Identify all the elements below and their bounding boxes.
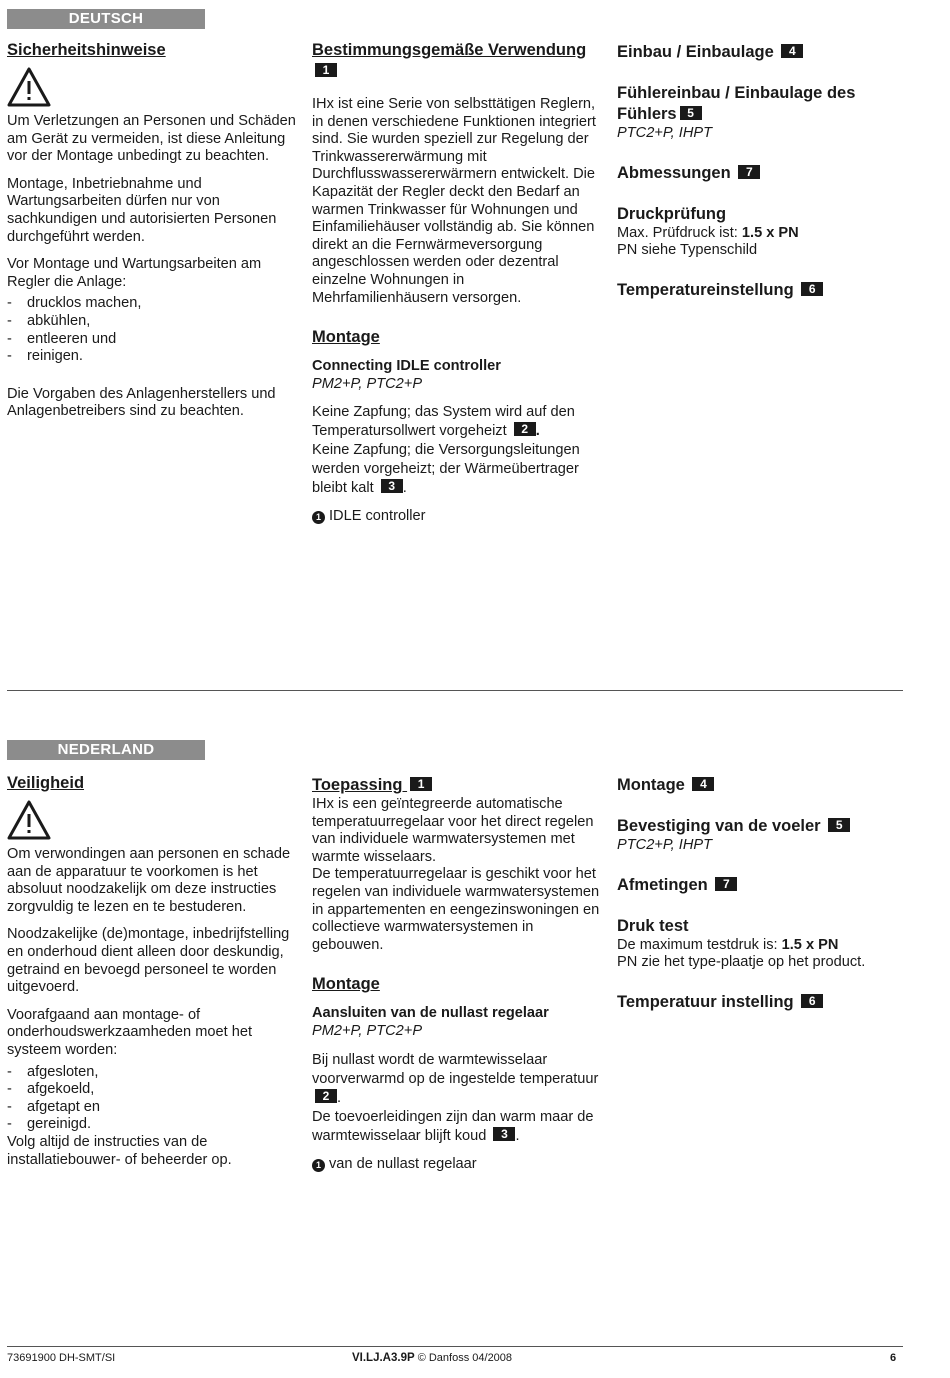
nl-usage-column	[312, 775, 604, 1173]
de-sensor-title: Fühlereinbau / Einbaulage des Fühlers 5	[617, 84, 856, 123]
language-tab-nederland: NEDERLAND	[7, 740, 205, 760]
de-montage-title: Montage	[312, 328, 380, 347]
de-safety-text-1: Um Verletzungen an Personen und Schäden am Gerät zu vermeiden, ist diese Anleitung vor der Montage unbedingt zu beachten.	[7, 113, 296, 165]
list-item: - abkühlen,	[7, 313, 299, 331]
de-safety-list	[7, 295, 299, 365]
nl-idle-note: 1 van de nullast regelaar	[312, 1156, 604, 1174]
de-idle-models: PM2+P, PTC2+P	[312, 375, 423, 392]
figure-number-badge: 5	[828, 818, 850, 832]
footer-reference: VI.LJ.A3.9P © Danfoss 04/2008	[352, 1352, 513, 1364]
de-idle-text-2: Keine Zapfung; die Versorgungsleitungen werden vorgeheizt; der Wärmeübertrager bleibt kalt 3 .	[312, 442, 580, 497]
nl-safety-text-1: Om verwondingen aan personen en schade aan de apparatuur te voorkomen is het absoluut noodzakelijk om deze instructies zorgvuldig te lezen en te bestuderen.	[7, 846, 291, 915]
nl-safety-list	[7, 1064, 299, 1134]
figure-number-badge: 6	[801, 994, 823, 1008]
nl-montage-title: Montage	[312, 975, 380, 994]
de-pressure-text-2: PN siehe Typenschild	[617, 242, 758, 259]
circled-number-icon: 1	[312, 1159, 325, 1172]
nl-install-title: Montage 4	[617, 775, 909, 796]
language-tab-deutsch: DEUTSCH	[7, 9, 205, 29]
de-sensor-models: PTC2+P, IHPT	[617, 125, 713, 141]
nl-idle-text-1: Bij nullast wordt de warmtewisselaar voorverwarmd op de ingestelde temperatuur 2 .	[312, 1051, 599, 1106]
figure-number-badge: 4	[692, 777, 714, 791]
list-item: - afgesloten,	[7, 1064, 299, 1082]
de-pressure-title: Druckprüfung	[617, 204, 727, 223]
de-safety-title: Sicherheitshinweise	[7, 41, 166, 59]
nl-safety-title: Veiligheid	[7, 774, 85, 792]
de-safety-column	[7, 40, 299, 421]
figure-number-badge: 7	[738, 165, 760, 179]
list-item: - afgekoeld,	[7, 1081, 299, 1099]
nl-dimensions-title: Afmetingen 7	[617, 875, 909, 896]
figure-number-badge: 5	[680, 106, 702, 120]
nl-usage-title: Toepassing 1	[312, 775, 604, 796]
de-dimensions-title: Abmessungen 7	[617, 163, 909, 184]
de-safety-text-4: Die Vorgaben des Anlagenherstellers und Anlagenbetreibers sind zu beachten.	[7, 385, 276, 420]
figure-number-badge: 2	[514, 422, 536, 436]
nl-safety-text-2: Noodzakelijke (de)montage, inbedrijfstelling en onderhoud dient alleen door deskundig, getraind en bevoegd personeel te worden uitgevoerd.	[7, 926, 290, 996]
de-temperature-title: Temperatureinstellung 6	[617, 280, 909, 301]
nl-usage-text-2: De temperatuurregelaar is geschikt voor het regelen van individuele warmwatersystemen in appartementen en eengezinswoningen en collectieve warmwatersystemen in gebouwen.	[312, 866, 600, 953]
nl-idle-subtitle: Aansluiten van de nullast regelaar	[312, 1005, 549, 1022]
list-item: - drucklos machen,	[7, 295, 299, 313]
nl-pressure-title: Druk test	[617, 916, 689, 935]
de-idle-text-1: Keine Zapfung; das System wird auf den Temperatursollwert vorgeheizt 2 .	[312, 404, 575, 440]
figure-number-badge: 3	[381, 479, 403, 493]
nl-usage-text-1: IHx is een geïntegreerde automatische temperatuurregelaar voor het direct regelen van individuele warmwatersystemen met warmte wisselaars.	[312, 796, 594, 865]
de-safety-text-3: Vor Montage und Wartungsarbeiten am Regler die Anlage:	[7, 256, 262, 290]
figure-number-badge: 4	[781, 44, 803, 58]
de-usage-column	[312, 40, 604, 526]
de-install-title: Einbau / Einbaulage 4	[617, 42, 909, 63]
de-idle-note: 1 IDLE controller	[312, 508, 604, 526]
nl-idle-models: PM2+P, PTC2+P	[312, 1022, 423, 1039]
warning-triangle-icon	[7, 800, 51, 840]
nl-safety-column	[7, 773, 299, 1169]
list-item: - gereinigd.	[7, 1116, 299, 1134]
figure-number-badge: 6	[801, 282, 823, 296]
section-divider	[7, 690, 903, 691]
nl-pressure-text-2: PN zie het type-plaatje op het product.	[617, 954, 866, 971]
figure-number-badge: 1	[410, 777, 432, 791]
nl-safety-text-3: Voorafgaand aan montage- of onderhoudswerkzaamheden moet het systeem worden:	[7, 1006, 253, 1058]
nl-safety-text-4: Volg altijd de instructies van de installatiebouwer- of beheerder op.	[7, 1133, 232, 1168]
warning-triangle-icon	[7, 67, 51, 107]
de-idle-subtitle: Connecting IDLE controller	[312, 358, 501, 375]
figure-number-badge: 2	[315, 1089, 337, 1103]
nl-pressure-text-1: De maximum testdruk is: 1.5 x PN	[617, 936, 839, 953]
de-usage-title: Bestimmungsgemäße Verwendung1	[312, 41, 587, 77]
circled-number-icon: 1	[312, 511, 325, 524]
list-item: - entleeren und	[7, 331, 299, 349]
de-safety-text-2: Montage, Inbetriebnahme und Wartungsarbeiten dürfen nur von sachkundigen und autorisierten Personen durchgeführt werden.	[7, 175, 277, 245]
nl-temperature-title: Temperatuur instelling 6	[617, 992, 909, 1013]
figure-number-badge: 3	[493, 1127, 515, 1141]
de-install-column	[617, 42, 909, 301]
nl-sensor-title: Bevestiging van de voeler 5	[617, 816, 909, 837]
figure-number-badge: 1	[315, 63, 337, 77]
figure-number-badge: 7	[715, 877, 737, 891]
nl-idle-text-2: De toevoerleidingen zijn dan warm maar de warmtewisselaar blijft koud 3 .	[312, 1108, 594, 1144]
de-usage-text: IHx ist eine Serie von selbsttätigen Reglern, in denen verschiedene Funktionen integriert sind. Sie wurden speziell zur Regelung der Trinkwassererwärmung mit Durchflusswassererwärmern entwickelt. Die Kapazität der Regler deckt den Bedarf an warmen Trinkwasser für Wohnungen und Einfamiliehäuser vollständig ab. Sie können direkt an die Fernwärmeversorgung angeschlossen werden oder dezentral einzelne Wohnungen in Mehrfamilienhäusern versorgen.	[312, 96, 596, 306]
nl-sensor-models: PTC2+P, IHPT	[617, 837, 713, 853]
list-item: - reinigen.	[7, 348, 299, 366]
de-pressure-text-1: Max. Prüfdruck ist: 1.5 x PN	[617, 224, 799, 241]
list-item: - afgetapt en	[7, 1099, 299, 1117]
footer-doc-code: 73691900 DH-SMT/SI	[7, 1352, 116, 1364]
nl-install-column	[617, 775, 909, 1013]
page-number: 6	[890, 1352, 897, 1364]
footer-divider	[7, 1346, 903, 1347]
